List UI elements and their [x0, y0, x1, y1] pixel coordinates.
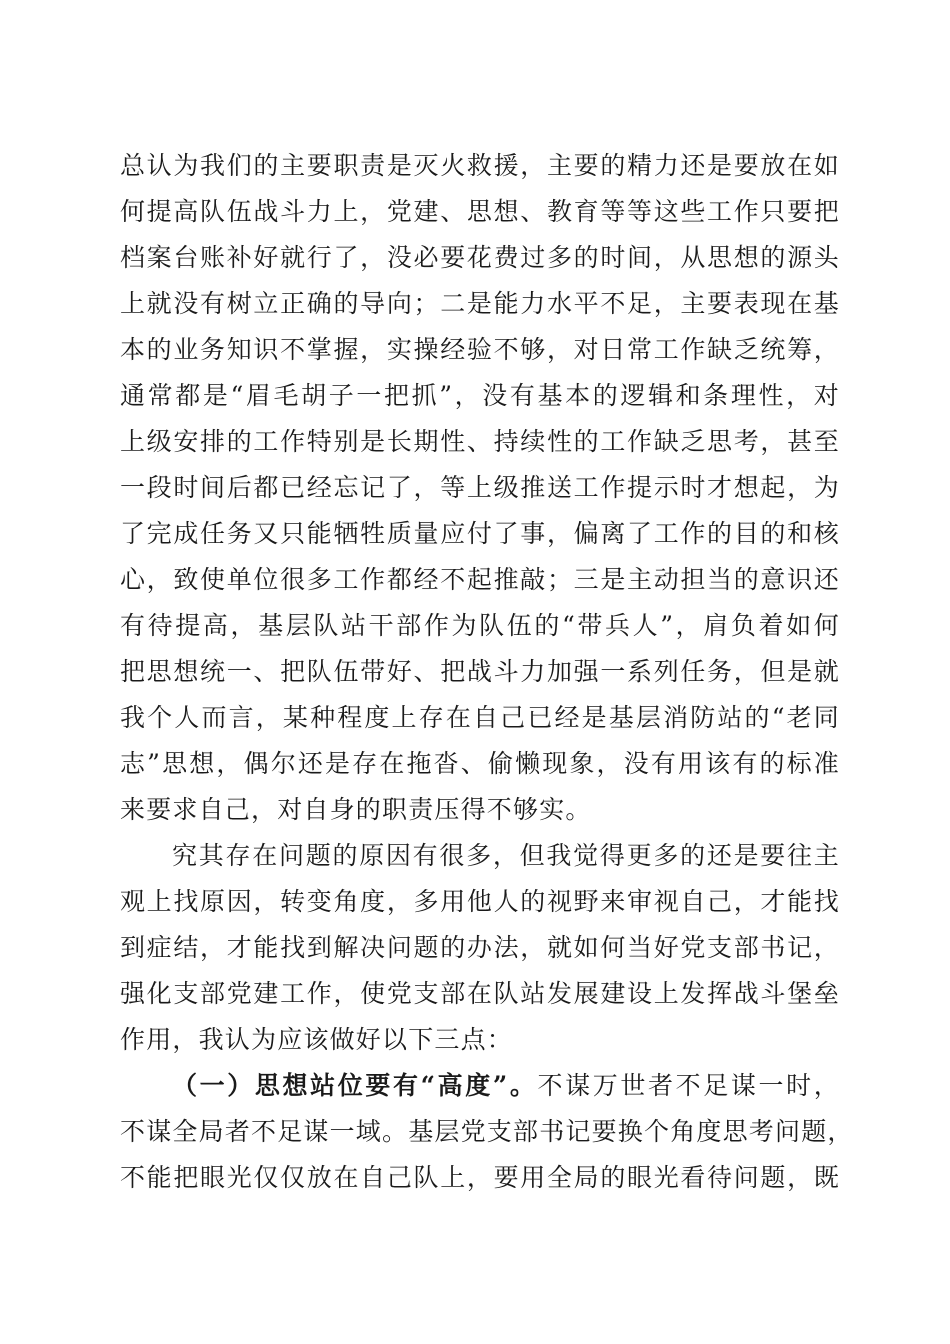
paragraph-line: 心，致使单位很多工作都经不起推敲；三是主动担当的意识还	[120, 565, 840, 594]
paragraph-line: 何提高队伍战斗力上，党建、思想、教育等等这些工作只要把	[120, 197, 840, 226]
paragraph-line: 我个人而言，某种程度上存在自己已经是基层消防站的“老同	[120, 703, 840, 732]
paragraph-line: 本的业务知识不掌握，实操经验不够，对日常工作缺乏统筹，	[120, 335, 840, 364]
paragraph-line: 通常都是“眉毛胡子一把抓”，没有基本的逻辑和条理性，对	[120, 381, 840, 410]
paragraph-line: 到症结，才能找到解决问题的办法，就如何当好党支部书记，	[120, 933, 840, 962]
paragraph-line: 一段时间后都已经忘记了，等上级推送工作提示时才想起，为	[120, 473, 840, 502]
paragraph-line: 上就没有树立正确的导向；二是能力水平不足，主要表现在基	[120, 289, 840, 318]
paragraph-line: 上级安排的工作特别是长期性、持续性的工作缺乏思考，甚至	[120, 427, 840, 456]
paragraph-line: 了完成任务又只能牺牲质量应付了事，偏离了工作的目的和核	[120, 519, 840, 548]
paragraph-line: 志”思想，偶尔还是存在拖沓、偷懒现象，没有用该有的标准	[120, 749, 840, 778]
paragraph-line: 档案台账补好就行了，没必要花费过多的时间，从思想的源头	[120, 243, 840, 272]
document-body	[120, 143, 854, 1201]
paragraph-line: 有待提高，基层队站干部作为队伍的“带兵人”，肩负着如何	[120, 611, 840, 640]
section-heading-continuation: 不谋万世者不足谋一时，	[537, 1071, 840, 1100]
paragraph-line: 作用，我认为应该做好以下三点：	[120, 1025, 514, 1054]
paragraph-line: 来要求自己，对自身的职责压得不够实。	[120, 795, 592, 824]
paragraph-line: 不能把眼光仅仅放在自己队上，要用全局的眼光看待问题，既	[120, 1163, 840, 1192]
paragraph-line: 把思想统一、把队伍带好、把战斗力加强一系列任务，但是就	[120, 657, 840, 686]
section-heading: （一）思想站位要有“高度”。	[172, 1071, 538, 1100]
paragraph-line: 不谋全局者不足谋一域。基层党支部书记要换个角度思考问题，	[120, 1117, 854, 1146]
paragraph-line: 观上找原因，转变角度，多用他人的视野来审视自己，才能找	[120, 887, 840, 916]
paragraph-line: 究其存在问题的原因有很多，但我觉得更多的还是要往主	[172, 841, 840, 870]
paragraph-line: 强化支部党建工作，使党支部在队站发展建设上发挥战斗堡垒	[120, 979, 840, 1008]
section-heading-line	[120, 1063, 840, 1109]
paragraph-line: 总认为我们的主要职责是灭火救援，主要的精力还是要放在如	[120, 151, 840, 180]
